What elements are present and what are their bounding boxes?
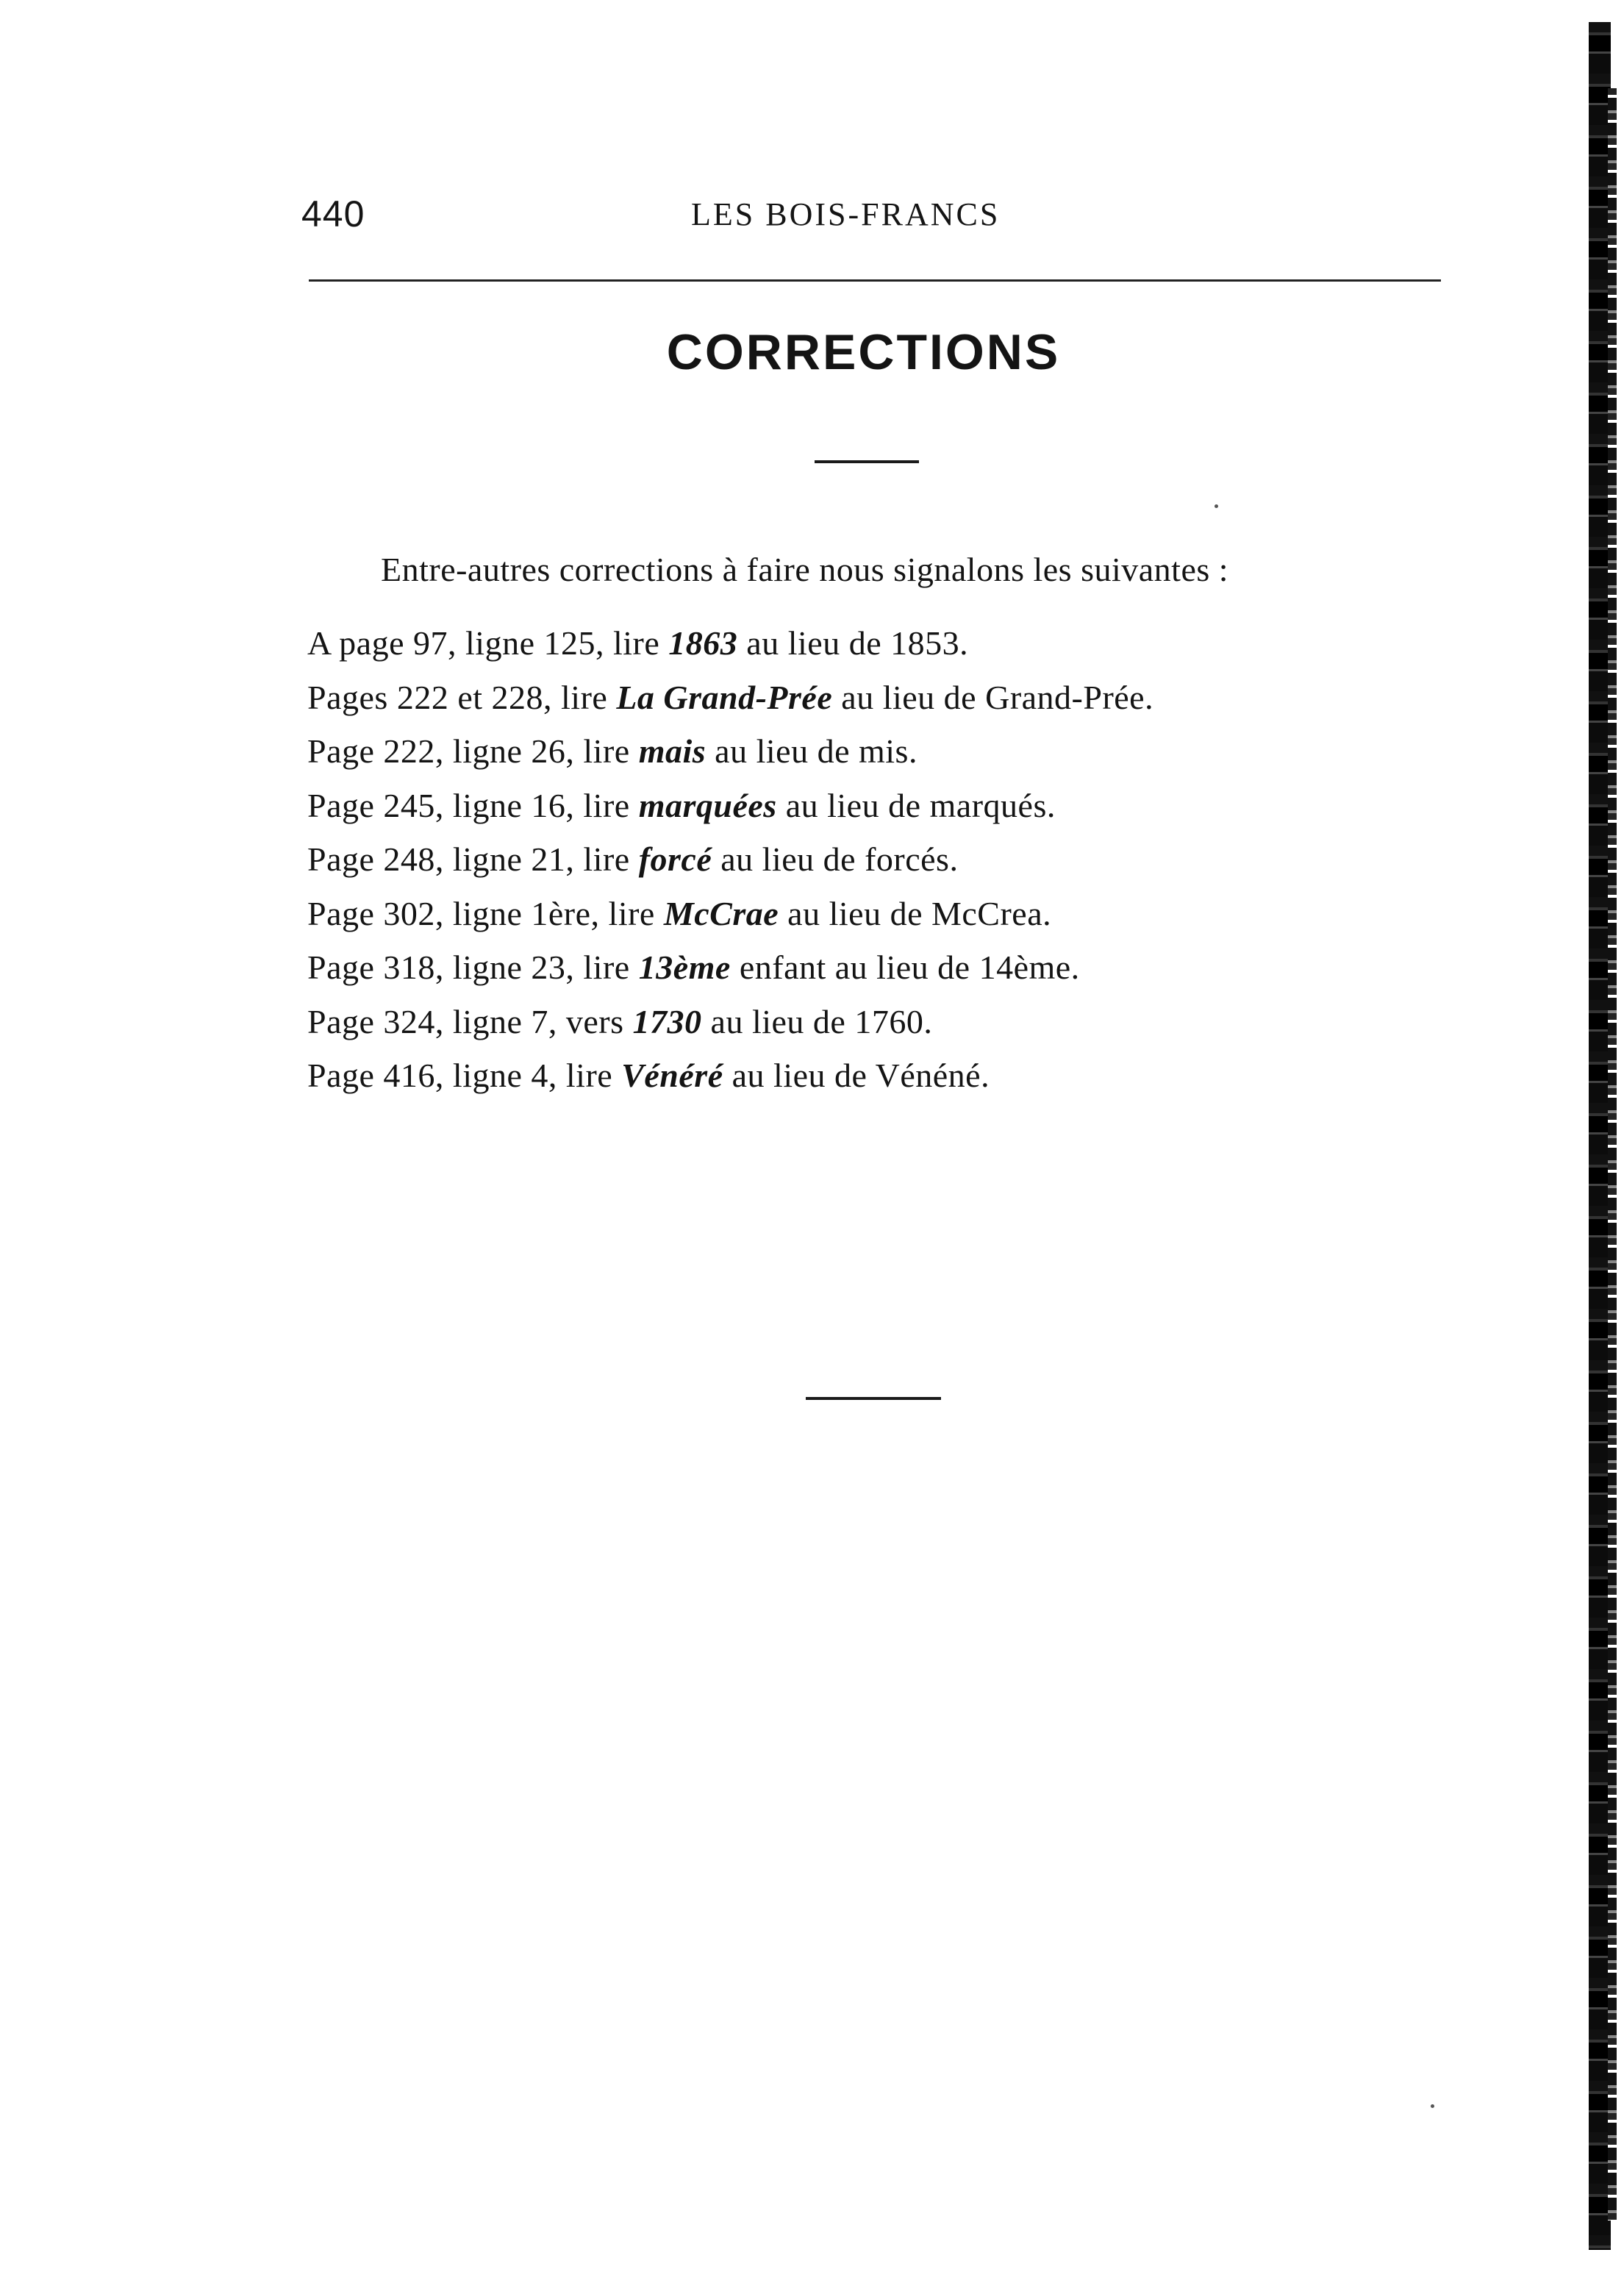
correction-item bbox=[307, 887, 1153, 941]
correction-italic: 1863 bbox=[668, 624, 738, 662]
correction-text: A page 97, ligne 125, lire bbox=[307, 624, 669, 662]
correction-text: Page 245, ligne 16, lire bbox=[307, 786, 639, 824]
correction-italic: mais bbox=[638, 732, 707, 770]
title-divider bbox=[815, 460, 919, 463]
correction-text: au lieu de Vénéné. bbox=[723, 1057, 990, 1094]
scanned-page-edge bbox=[1565, 0, 1624, 2269]
page-title: CORRECTIONS bbox=[666, 324, 1061, 380]
correction-item bbox=[307, 832, 1153, 887]
binding-texture bbox=[1608, 88, 1617, 2220]
correction-italic: McCrae bbox=[663, 894, 779, 932]
correction-italic: forcé bbox=[638, 840, 712, 878]
correction-text: au lieu de McCrea. bbox=[779, 894, 1052, 932]
correction-text: Page 324, ligne 7, vers bbox=[307, 1002, 633, 1040]
correction-text: Pages 222 et 228, lire bbox=[307, 678, 617, 716]
intro-paragraph: Entre-autres corrections à faire nous signalons les suivantes : bbox=[381, 551, 1229, 588]
correction-item bbox=[307, 724, 1153, 779]
correction-text: enfant au lieu de 14ème. bbox=[730, 948, 1080, 986]
correction-item bbox=[307, 671, 1153, 725]
correction-item bbox=[307, 940, 1153, 995]
running-head: LES BOIS-FRANCS bbox=[691, 196, 1001, 232]
correction-italic: marquées bbox=[638, 786, 777, 824]
header-rule bbox=[309, 279, 1441, 282]
correction-item bbox=[307, 1048, 1153, 1103]
scan-speck bbox=[1215, 504, 1218, 508]
correction-text: au lieu de 1760. bbox=[701, 1002, 933, 1040]
correction-text: Page 248, ligne 21, lire bbox=[307, 840, 639, 878]
correction-text: au lieu de 1853. bbox=[737, 624, 969, 662]
correction-text: Page 302, ligne 1ère, lire bbox=[307, 894, 664, 932]
scan-speck bbox=[1431, 2104, 1434, 2108]
correction-text: au lieu de mis. bbox=[706, 732, 917, 770]
correction-italic: Vénéré bbox=[621, 1057, 723, 1094]
correction-text: Page 222, ligne 26, lire bbox=[307, 732, 639, 770]
correction-text: Page 416, ligne 4, lire bbox=[307, 1057, 622, 1094]
correction-item bbox=[307, 995, 1153, 1049]
page-number: 440 bbox=[301, 193, 365, 235]
correction-text: au lieu de Grand-Prée. bbox=[832, 678, 1154, 716]
correction-item bbox=[307, 779, 1153, 833]
correction-italic: 13ème bbox=[638, 948, 731, 986]
corrections-list bbox=[307, 616, 1153, 1103]
correction-text: au lieu de marqués. bbox=[776, 786, 1056, 824]
correction-item bbox=[307, 616, 1153, 671]
correction-text: au lieu de forcés. bbox=[712, 840, 959, 878]
closing-divider bbox=[806, 1397, 941, 1400]
correction-italic: 1730 bbox=[632, 1002, 702, 1040]
correction-text: Page 318, ligne 23, lire bbox=[307, 948, 639, 986]
correction-italic: La Grand-Prée bbox=[616, 678, 833, 716]
